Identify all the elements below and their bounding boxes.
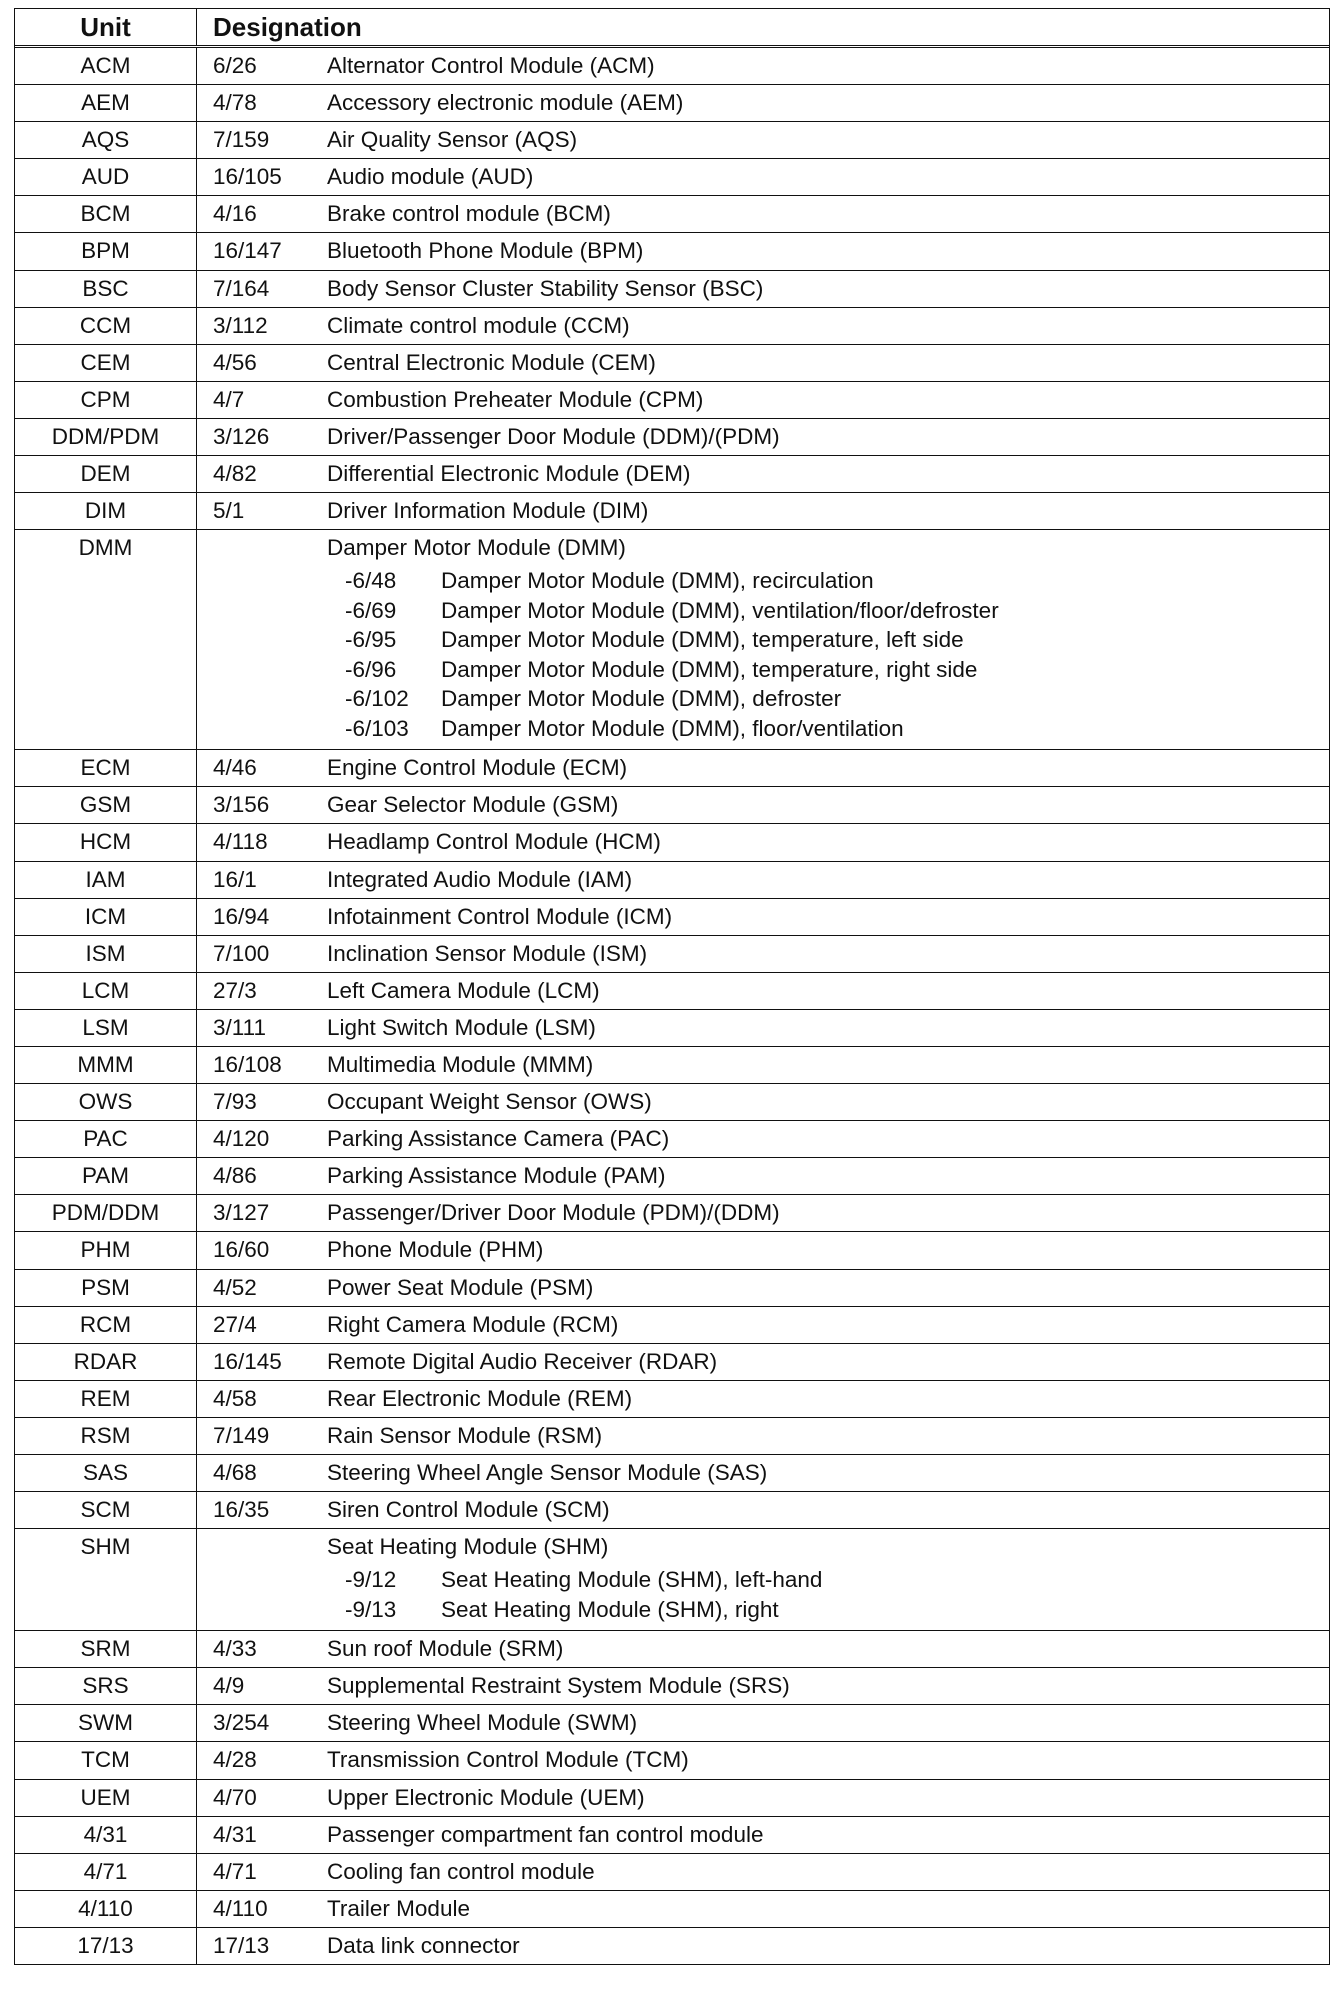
sub-item (197, 714, 1329, 744)
designation-cell (197, 1270, 1329, 1306)
component-code: 5/1 (213, 498, 245, 524)
component-code: 4/58 (213, 1385, 257, 1411)
unit-cell: BCM (15, 196, 197, 232)
unit-cell: CCM (15, 308, 197, 344)
table-row (15, 1158, 1329, 1195)
sub-item (197, 1595, 1329, 1625)
designation-cell (197, 1307, 1329, 1343)
sub-item-code: -6/48 (345, 568, 397, 594)
table-row (15, 456, 1329, 493)
table-row (15, 1928, 1329, 1964)
table-row (15, 1047, 1329, 1084)
group-description: Damper Motor Module (DMM) (327, 535, 626, 561)
designation-cell (197, 1084, 1329, 1120)
component-description: Remote Digital Audio Receiver (RDAR) (327, 1348, 718, 1374)
component-code: 16/147 (213, 238, 282, 264)
component-description: Upper Electronic Module (UEM) (327, 1784, 645, 1810)
component-code: 4/118 (213, 829, 268, 855)
designation-cell (197, 1780, 1329, 1816)
sub-item-code: -6/102 (345, 686, 409, 712)
unit-cell: IAM (15, 862, 197, 898)
table-row (15, 862, 1329, 899)
designation-cell (197, 308, 1329, 344)
sub-item-description: Seat Heating Module (SHM), left-hand (441, 1567, 823, 1593)
sub-item-description: Damper Motor Module (DMM), temperature, right side (441, 656, 978, 682)
table-row (15, 899, 1329, 936)
unit-column-header: Unit (15, 9, 197, 45)
unit-cell: DEM (15, 456, 197, 492)
component-description: Accessory electronic module (AEM) (327, 90, 684, 116)
unit-cell: BPM (15, 233, 197, 269)
sub-item-description: Damper Motor Module (DMM), floor/ventilation (441, 715, 904, 741)
component-code: 4/120 (213, 1126, 270, 1152)
sub-item (197, 655, 1329, 685)
component-code: 16/35 (213, 1497, 270, 1523)
unit-cell: 4/31 (15, 1817, 197, 1853)
designation-cell (197, 862, 1329, 898)
component-description: Inclination Sensor Module (ISM) (327, 940, 648, 966)
unit-cell: LCM (15, 973, 197, 1009)
unit-cell: 4/110 (15, 1891, 197, 1927)
designation-cell (197, 936, 1329, 972)
component-description: Trailer Module (327, 1895, 470, 1921)
sub-item-description: Seat Heating Module (SHM), right (441, 1596, 779, 1622)
component-description: Power Seat Module (PSM) (327, 1274, 594, 1300)
designation-cell (197, 196, 1329, 232)
designation-cell (197, 271, 1329, 307)
component-code: 3/112 (213, 312, 268, 338)
table-row (15, 382, 1329, 419)
table-row (15, 85, 1329, 122)
designation-cell (197, 382, 1329, 418)
table-row (15, 824, 1329, 861)
component-description: Siren Control Module (SCM) (327, 1497, 610, 1523)
table-body (15, 48, 1329, 1964)
sub-item (197, 625, 1329, 655)
component-description: Multimedia Module (MMM) (327, 1051, 594, 1077)
table-row (15, 973, 1329, 1010)
unit-cell: DMM (15, 530, 197, 749)
table-row (15, 1010, 1329, 1047)
component-code: 3/254 (213, 1710, 270, 1736)
table-row (15, 1705, 1329, 1742)
component-code: 4/31 (213, 1821, 257, 1847)
sub-item (197, 596, 1329, 626)
unit-cell: 17/13 (15, 1928, 197, 1964)
component-code: 7/159 (213, 127, 270, 153)
table-row (15, 122, 1329, 159)
table-row (15, 936, 1329, 973)
unit-cell: ICM (15, 899, 197, 935)
component-description: Steering Wheel Module (SWM) (327, 1710, 638, 1736)
designation-cell (197, 1344, 1329, 1380)
table-row (15, 1307, 1329, 1344)
designation-cell (197, 1891, 1329, 1927)
designation-cell (197, 1705, 1329, 1741)
component-code: 4/86 (213, 1163, 257, 1189)
component-description: Light Switch Module (LSM) (327, 1014, 596, 1040)
sub-item-code: -6/95 (345, 627, 397, 653)
table-row (15, 1344, 1329, 1381)
table-row (15, 1455, 1329, 1492)
component-description: Cooling fan control module (327, 1858, 595, 1884)
unit-cell: PAC (15, 1121, 197, 1157)
designation-cell (197, 1418, 1329, 1454)
component-description: Combustion Preheater Module (CPM) (327, 386, 704, 412)
component-description: Data link connector (327, 1932, 520, 1958)
component-description: Engine Control Module (ECM) (327, 755, 628, 781)
designation-cell (197, 1195, 1329, 1231)
table-row (15, 233, 1329, 270)
table-row (15, 1232, 1329, 1269)
designation-cell (197, 899, 1329, 935)
designation-cell (197, 824, 1329, 860)
unit-cell: RCM (15, 1307, 197, 1343)
component-code: 16/108 (213, 1051, 282, 1077)
component-code: 4/7 (213, 386, 245, 412)
unit-cell: SAS (15, 1455, 197, 1491)
component-description: Occupant Weight Sensor (OWS) (327, 1089, 652, 1115)
designation-column-header: Designation (213, 12, 362, 42)
unit-cell: ACM (15, 48, 197, 84)
table-row (15, 159, 1329, 196)
component-description: Rain Sensor Module (RSM) (327, 1422, 603, 1448)
component-code: 7/93 (213, 1089, 257, 1115)
table-row (15, 419, 1329, 456)
component-description: Driver Information Module (DIM) (327, 498, 649, 524)
table-row (15, 1121, 1329, 1158)
unit-cell: OWS (15, 1084, 197, 1120)
group-description: Seat Heating Module (SHM) (327, 1534, 609, 1560)
component-code: 27/4 (213, 1311, 257, 1337)
component-description: Brake control module (BCM) (327, 201, 611, 227)
designation-cell (197, 493, 1329, 529)
component-description: Differential Electronic Module (DEM) (327, 461, 691, 487)
unit-cell: RDAR (15, 1344, 197, 1380)
component-code: 6/26 (213, 53, 257, 78)
table-row (15, 48, 1329, 85)
designation-cell (197, 1158, 1329, 1194)
sub-item-code: -9/12 (345, 1567, 397, 1593)
component-description: Alternator Control Module (ACM) (327, 53, 655, 78)
component-description: Integrated Audio Module (IAM) (327, 866, 633, 892)
component-code: 16/145 (213, 1348, 282, 1374)
unit-cell: CPM (15, 382, 197, 418)
sub-item-code: -6/69 (345, 597, 397, 623)
designation-cell (197, 1455, 1329, 1491)
component-code: 16/94 (213, 903, 270, 929)
component-code: 4/110 (213, 1895, 268, 1921)
component-code: 4/28 (213, 1747, 257, 1773)
unit-designation-table (14, 8, 1330, 1965)
designation-cell (197, 85, 1329, 121)
sub-item-code: -6/103 (345, 715, 409, 741)
designation-cell (197, 1817, 1329, 1853)
component-code: 4/56 (213, 349, 257, 375)
table-row (15, 1492, 1329, 1529)
component-code: 17/13 (213, 1932, 270, 1958)
unit-cell: DDM/PDM (15, 419, 197, 455)
component-code: 7/149 (213, 1422, 270, 1448)
unit-cell: ISM (15, 936, 197, 972)
component-code: 7/164 (213, 275, 270, 301)
table-row (15, 493, 1329, 530)
component-description: Passenger/Driver Door Module (PDM)/(DDM) (327, 1200, 780, 1226)
component-code: 4/16 (213, 201, 257, 227)
designation-cell (197, 750, 1329, 786)
unit-cell: HCM (15, 824, 197, 860)
component-description: Left Camera Module (LCM) (327, 977, 600, 1003)
component-description: Passenger compartment fan control module (327, 1821, 764, 1847)
designation-cell (197, 1047, 1329, 1083)
unit-cell: PDM/DDM (15, 1195, 197, 1231)
unit-cell: AUD (15, 159, 197, 195)
unit-cell: AEM (15, 85, 197, 121)
designation-cell (197, 419, 1329, 455)
unit-cell: PHM (15, 1232, 197, 1268)
unit-cell: SWM (15, 1705, 197, 1741)
table-row (15, 1854, 1329, 1891)
table-row (15, 1418, 1329, 1455)
component-code: 4/70 (213, 1784, 257, 1810)
component-code: 27/3 (213, 977, 257, 1003)
unit-cell: BSC (15, 271, 197, 307)
table-row (15, 1631, 1329, 1668)
designation-cell (197, 1121, 1329, 1157)
designation-cell (197, 787, 1329, 823)
component-code: 3/127 (213, 1200, 270, 1226)
component-code: 4/33 (213, 1636, 257, 1662)
table-row (15, 1891, 1329, 1928)
component-code: 16/105 (213, 164, 282, 190)
unit-cell: ECM (15, 750, 197, 786)
component-description: Body Sensor Cluster Stability Sensor (BSC) (327, 275, 764, 301)
unit-cell: AQS (15, 122, 197, 158)
designation-cell (197, 530, 1329, 749)
component-description: Bluetooth Phone Module (BPM) (327, 238, 644, 264)
sub-item-description: Damper Motor Module (DMM), recirculation (441, 568, 874, 594)
designation-cell (197, 1854, 1329, 1890)
table-row (15, 530, 1329, 750)
component-description: Parking Assistance Camera (PAC) (327, 1126, 670, 1152)
designation-cell (197, 1010, 1329, 1046)
sub-item (197, 566, 1329, 596)
component-code: 4/78 (213, 90, 257, 116)
designation-cell (197, 1631, 1329, 1667)
unit-cell: SRS (15, 1668, 197, 1704)
table-row (15, 787, 1329, 824)
component-code: 3/156 (213, 792, 270, 818)
table-row (15, 1817, 1329, 1854)
unit-cell: REM (15, 1381, 197, 1417)
table-row (15, 1668, 1329, 1705)
designation-cell (197, 345, 1329, 381)
component-description: Parking Assistance Module (PAM) (327, 1163, 666, 1189)
unit-cell: PAM (15, 1158, 197, 1194)
designation-cell (197, 456, 1329, 492)
designation-cell (197, 122, 1329, 158)
unit-cell: 4/71 (15, 1854, 197, 1890)
designation-cell (197, 1668, 1329, 1704)
sub-item (197, 1565, 1329, 1595)
table-header (15, 9, 1329, 48)
component-description: Air Quality Sensor (AQS) (327, 127, 578, 153)
unit-cell: MMM (15, 1047, 197, 1083)
unit-cell: SCM (15, 1492, 197, 1528)
unit-cell: UEM (15, 1780, 197, 1816)
designation-cell (197, 1742, 1329, 1778)
component-code: 4/46 (213, 755, 257, 781)
table-row (15, 1195, 1329, 1232)
component-description: Infotainment Control Module (ICM) (327, 903, 673, 929)
table-row (15, 345, 1329, 382)
designation-cell (197, 1492, 1329, 1528)
component-code: 4/9 (213, 1673, 245, 1699)
component-description: Driver/Passenger Door Module (DDM)/(PDM) (327, 423, 780, 449)
sub-item-code: -6/96 (345, 656, 397, 682)
designation-cell (197, 159, 1329, 195)
component-description: Steering Wheel Angle Sensor Module (SAS) (327, 1460, 768, 1485)
table-row (15, 1780, 1329, 1817)
component-description: Rear Electronic Module (REM) (327, 1385, 633, 1411)
unit-cell: PSM (15, 1270, 197, 1306)
component-description: Audio module (AUD) (327, 164, 534, 190)
table-row (15, 196, 1329, 233)
sub-item-description: Damper Motor Module (DMM), ventilation/floor/defroster (441, 597, 999, 623)
unit-cell: SHM (15, 1529, 197, 1630)
table-row (15, 1742, 1329, 1779)
component-code: 4/82 (213, 461, 257, 487)
component-description: Sun roof Module (SRM) (327, 1636, 564, 1662)
unit-cell: GSM (15, 787, 197, 823)
table-row (15, 1529, 1329, 1631)
designation-cell (197, 973, 1329, 1009)
designation-cell (197, 1381, 1329, 1417)
component-description: Central Electronic Module (CEM) (327, 349, 656, 375)
designation-cell (197, 1928, 1329, 1964)
unit-cell: TCM (15, 1742, 197, 1778)
component-description: Right Camera Module (RCM) (327, 1311, 619, 1337)
designation-cell (197, 1529, 1329, 1630)
sub-item-code: -9/13 (345, 1596, 397, 1622)
component-description: Climate control module (CCM) (327, 312, 630, 338)
sub-item-description: Damper Motor Module (DMM), temperature, left side (441, 627, 964, 653)
unit-cell: RSM (15, 1418, 197, 1454)
component-code: 7/100 (213, 940, 270, 966)
component-description: Gear Selector Module (GSM) (327, 792, 619, 818)
designation-cell (197, 233, 1329, 269)
unit-cell: LSM (15, 1010, 197, 1046)
component-code: 16/1 (213, 866, 257, 892)
component-description: Headlamp Control Module (HCM) (327, 829, 661, 855)
unit-cell: SRM (15, 1631, 197, 1667)
component-code: 3/126 (213, 423, 270, 449)
sub-item (197, 684, 1329, 714)
sub-item-description: Damper Motor Module (DMM), defroster (441, 686, 842, 712)
unit-cell: CEM (15, 345, 197, 381)
component-code: 3/111 (213, 1014, 266, 1040)
component-description: Phone Module (PHM) (327, 1237, 544, 1263)
table-row (15, 271, 1329, 308)
component-code: 4/68 (213, 1460, 257, 1485)
unit-cell: DIM (15, 493, 197, 529)
table-row (15, 1381, 1329, 1418)
table-row (15, 750, 1329, 787)
component-code: 16/60 (213, 1237, 270, 1263)
component-description: Transmission Control Module (TCM) (327, 1747, 689, 1773)
table-row (15, 1270, 1329, 1307)
designation-cell (197, 1232, 1329, 1268)
component-code: 4/52 (213, 1274, 257, 1300)
designation-cell (197, 48, 1329, 84)
table-row (15, 1084, 1329, 1121)
component-description: Supplemental Restraint System Module (SRS) (327, 1673, 790, 1699)
component-code: 4/71 (213, 1858, 257, 1884)
table-row (15, 308, 1329, 345)
